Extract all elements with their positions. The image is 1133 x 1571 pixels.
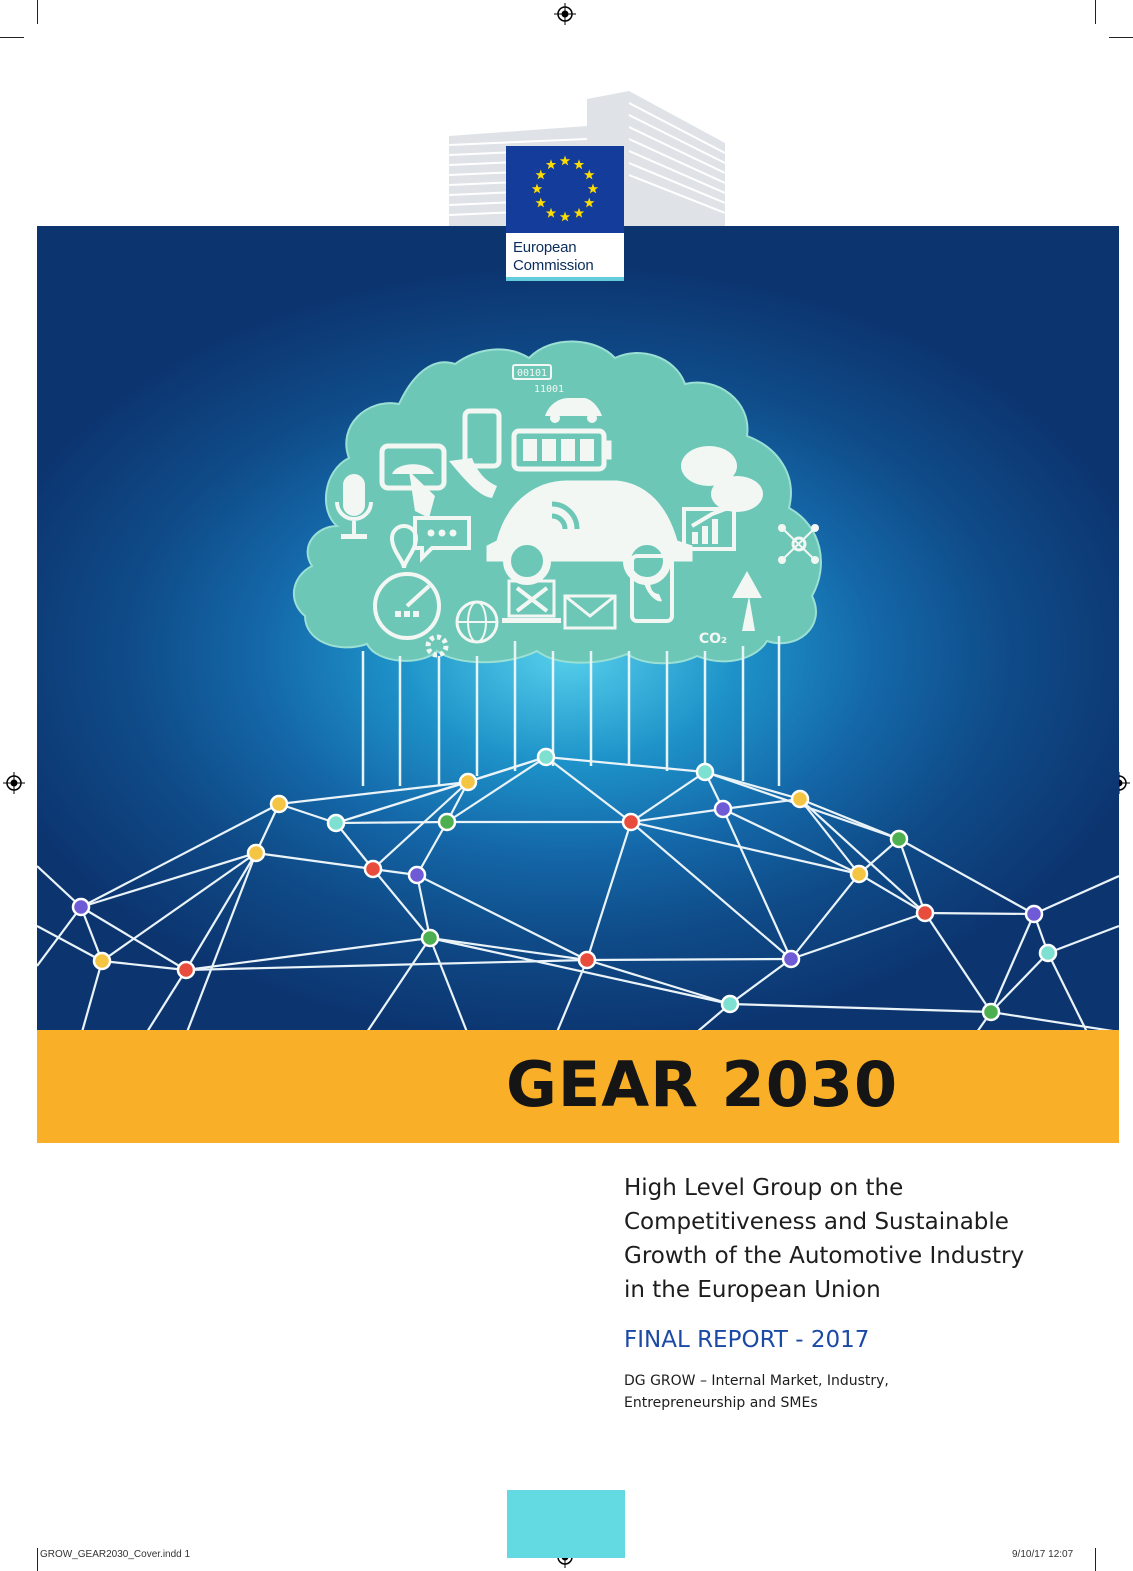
mesh-node (1026, 906, 1042, 922)
crop-mark (37, 0, 38, 24)
eu-star-icon (574, 159, 584, 169)
mesh-node (623, 814, 639, 830)
mesh-line (447, 757, 546, 822)
mesh-node (917, 905, 933, 921)
mesh-line (991, 953, 1048, 1012)
crop-mark (1095, 0, 1096, 24)
eu-star-icon (560, 212, 570, 222)
network-nodes (73, 749, 1056, 1020)
mesh-node (365, 861, 381, 877)
mesh-node (94, 953, 110, 969)
date-slug: 9/10/17 12:07 (1012, 1549, 1074, 1560)
document-subtitle (624, 1171, 1094, 1307)
mesh-line (723, 809, 791, 959)
cloud-binary-2: 11001 (533, 384, 565, 395)
mesh-line (730, 1004, 991, 1012)
crop-mark (1109, 37, 1133, 38)
mesh-line (187, 853, 256, 1032)
mesh-line (82, 961, 102, 1032)
mesh-line (546, 757, 631, 822)
mesh-line (430, 938, 467, 1032)
mesh-line (631, 822, 791, 959)
dg-line: Entrepreneurship and SMEs (624, 1395, 818, 1411)
mesh-line (791, 913, 925, 959)
mesh-node (422, 930, 438, 946)
crop-mark (1095, 1548, 1096, 1571)
mesh-line (991, 914, 1034, 1012)
eu-star-icon (536, 198, 547, 208)
mesh-node (697, 764, 713, 780)
cloud-co2: CO₂ (698, 631, 728, 647)
mesh-node (248, 845, 264, 861)
org-name-box (506, 233, 624, 281)
mesh-line (37, 907, 81, 966)
mesh-node (271, 796, 287, 812)
mesh-line (1048, 953, 1087, 1032)
directorate-general (624, 1370, 889, 1414)
title-banner (37, 1030, 1119, 1143)
eu-star-icon (546, 159, 556, 169)
registration-mark-icon (554, 3, 576, 25)
eu-star-icon (588, 184, 598, 194)
eu-star-icon (574, 208, 584, 218)
file-slug: GROW_GEAR2030_Cover.indd 1 (40, 1549, 191, 1560)
mesh-line (925, 913, 1034, 914)
eu-star-icon (584, 198, 595, 208)
mesh-node (439, 814, 455, 830)
mesh-line (587, 822, 631, 960)
mesh-node (538, 749, 554, 765)
mesh-line (800, 799, 925, 913)
mesh-node (579, 952, 595, 968)
mesh-node (1040, 945, 1056, 961)
eu-star-icon (532, 184, 542, 194)
mesh-line (336, 757, 546, 823)
mesh-line (102, 853, 256, 961)
mesh-line (631, 809, 723, 822)
mesh-node (73, 899, 89, 915)
crop-mark (0, 37, 24, 38)
mesh-line (925, 913, 991, 1012)
document-title: GEAR 2030 (506, 1048, 899, 1121)
mesh-line (557, 960, 587, 1032)
mesh-node (783, 951, 799, 967)
eu-flag-icon (506, 146, 624, 233)
mesh-line (631, 772, 705, 822)
mesh-line (430, 938, 730, 1004)
mesh-node (178, 962, 194, 978)
mesh-node (983, 1004, 999, 1020)
mesh-node (409, 867, 425, 883)
eu-star-icon (536, 170, 547, 180)
mesh-line (859, 874, 925, 913)
mesh-line (147, 970, 186, 1032)
dg-line: DG GROW – Internal Market, Industry, (624, 1373, 889, 1389)
mesh-line (336, 822, 447, 823)
eu-star-icon (546, 208, 556, 218)
mesh-node (851, 866, 867, 882)
cloud-binary-1: 00101 (516, 368, 548, 379)
mesh-node (722, 996, 738, 1012)
european-commission-logo (449, 91, 725, 281)
subtitle-line: High Level Group on the (624, 1175, 904, 1201)
mesh-node (792, 791, 808, 807)
mesh-line (1048, 926, 1119, 953)
mesh-node (328, 815, 344, 831)
mesh-line (899, 839, 1034, 914)
org-name-line-1: European (513, 239, 577, 256)
mesh-line (991, 1012, 1119, 1032)
mesh-line (587, 960, 730, 1004)
mesh-node (715, 801, 731, 817)
subtitle-line: Growth of the Automotive Industry (624, 1243, 1025, 1269)
mesh-line (587, 959, 791, 960)
org-name-line-2: Commission (513, 257, 594, 274)
bottom-color-tab (507, 1490, 625, 1558)
mesh-line (279, 782, 468, 804)
mesh-line (730, 959, 791, 1004)
registration-mark-icon (3, 772, 25, 794)
mesh-line (256, 853, 373, 869)
eu-star-icon (584, 170, 595, 180)
mesh-node (460, 774, 476, 790)
mesh-node (891, 831, 907, 847)
mesh-line (1034, 876, 1119, 914)
mesh-line (546, 757, 705, 772)
eu-star-icon (560, 156, 570, 166)
mesh-line (367, 938, 430, 1032)
network-mesh (37, 757, 1119, 1032)
crop-mark (37, 1548, 38, 1571)
subtitle-line: Competitiveness and Sustainable (624, 1209, 1009, 1235)
hero-artwork (37, 226, 1119, 1032)
subtitle-line: in the European Union (624, 1277, 881, 1303)
mesh-line (37, 926, 102, 961)
report-label: FINAL REPORT - 2017 (624, 1327, 870, 1353)
